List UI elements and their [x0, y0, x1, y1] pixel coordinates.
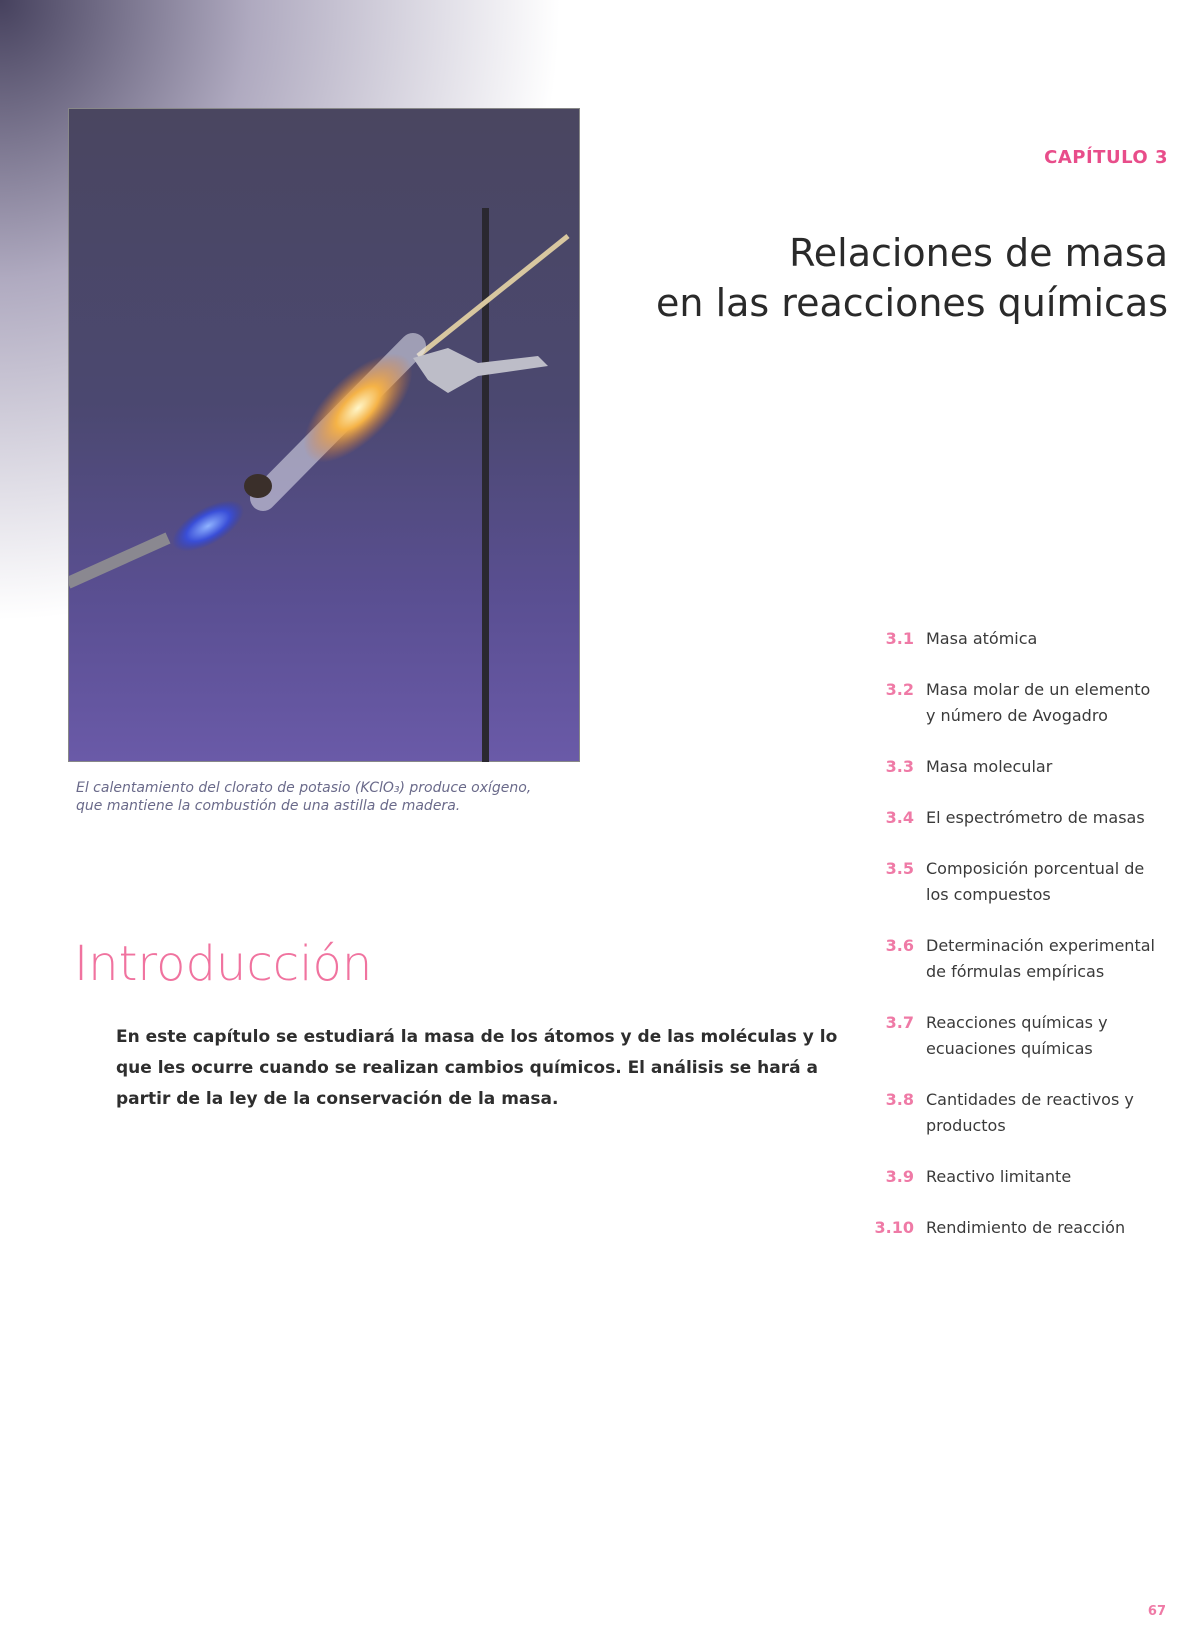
section-number: 3.1	[885, 629, 914, 648]
section-item	[852, 626, 1172, 652]
section-title: Reacciones químicas y ecuaciones químicas	[926, 1013, 1108, 1058]
section-number: 3.10	[874, 1218, 914, 1237]
chapter-title-line-2: en las reacciones químicas	[656, 281, 1168, 325]
section-number: 3.6	[885, 936, 914, 955]
caption-line-1: El calentamiento del clorato de potasio (KClO₃) produce oxígeno,	[76, 780, 532, 796]
section-title: Composición porcentual de los compuestos	[926, 859, 1145, 904]
chapter-title-line-1: Relaciones de masa	[789, 231, 1168, 275]
section-title: Reactivo limitante	[926, 1167, 1072, 1186]
section-title: Masa atómica	[926, 629, 1038, 648]
section-number: 3.7	[885, 1013, 914, 1032]
section-item	[852, 1215, 1172, 1241]
clamp	[413, 348, 548, 393]
section-number: 3.5	[885, 859, 914, 878]
section-number: 3.8	[885, 1090, 914, 1109]
stand-rod	[482, 208, 489, 762]
chapter-label: CAPÍTULO 3	[1044, 147, 1168, 168]
section-item	[852, 856, 1172, 908]
section-title: Masa molecular	[926, 757, 1053, 776]
section-title: Masa molar de un elemento y número de Avogadro	[926, 680, 1151, 725]
section-number: 3.2	[885, 680, 914, 699]
section-list	[852, 626, 1172, 1266]
section-number: 3.3	[885, 757, 914, 776]
section-item	[852, 1010, 1172, 1062]
introduction-heading: Introducción	[74, 936, 373, 992]
chapter-photo	[68, 108, 580, 762]
section-item	[852, 805, 1172, 831]
section-item	[852, 1164, 1172, 1190]
section-title: Rendimiento de reacción	[926, 1218, 1126, 1237]
chapter-title	[608, 228, 1168, 328]
section-item	[852, 1087, 1172, 1139]
wooden-splint	[418, 236, 568, 356]
section-item	[852, 933, 1172, 985]
section-number: 3.4	[885, 808, 914, 827]
burner-tube	[68, 538, 168, 583]
test-tube-flame-illustration	[68, 108, 580, 762]
residue	[244, 474, 272, 498]
section-item	[852, 754, 1172, 780]
section-item	[852, 677, 1172, 729]
section-number: 3.9	[885, 1167, 914, 1186]
page-number: 67	[1147, 1604, 1166, 1619]
photo-caption	[76, 779, 596, 815]
caption-line-2: que mantiene la combustión de una astilla de madera.	[76, 798, 461, 814]
section-title: Cantidades de reactivos y productos	[926, 1090, 1134, 1135]
section-title: El espectrómetro de masas	[926, 808, 1145, 827]
burner-flame	[164, 490, 251, 561]
section-title: Determinación experimental de fórmulas empíricas	[926, 936, 1155, 981]
introduction-text: En este capítulo se estudiará la masa de los átomos y de las moléculas y lo que les ocurre cuando se realizan cambios químicos. El análisis se hará a partir de la ley de la conservación de la masa.	[116, 1027, 838, 1109]
